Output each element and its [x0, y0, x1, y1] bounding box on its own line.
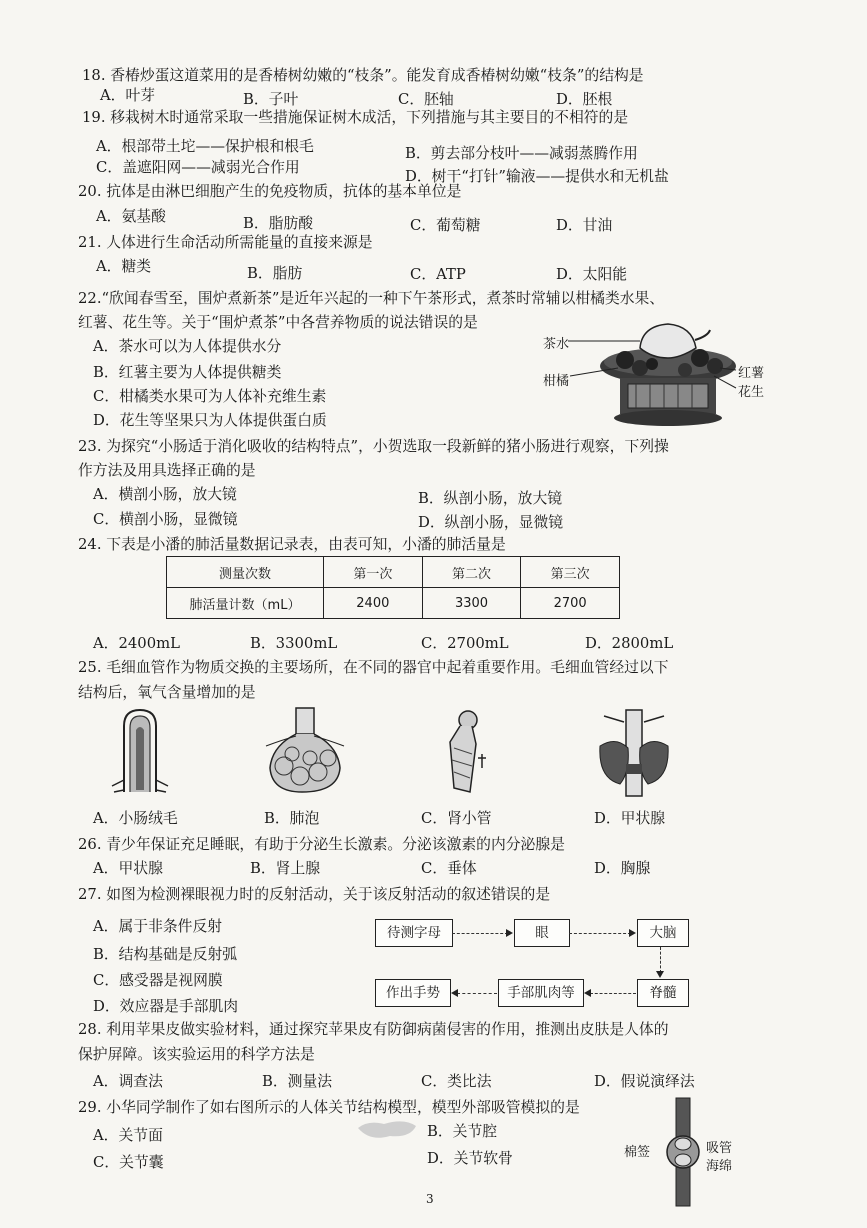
flow-box-gesture: 作出手势: [375, 979, 451, 1007]
q23-option-d: D．纵剖小肠，显微镜: [418, 514, 564, 531]
q24-option-c: C．2700mL: [421, 635, 509, 652]
arrow-right-icon: [506, 929, 513, 937]
peanut-label: 花生: [738, 385, 765, 400]
q28-stem-line2: 保护屏障。该实验运用的科学方法是: [78, 1046, 315, 1063]
q24-option-a: A．2400mL: [93, 635, 180, 652]
flow-box-eye: 眼: [514, 919, 570, 947]
thyroid-figure: [594, 708, 674, 798]
flow-box-brain: 大脑: [637, 919, 689, 947]
q28-option-c: C．类比法: [421, 1073, 492, 1090]
q22-option-c: C．柑橘类水果可为人体补充维生素: [93, 388, 327, 405]
q19-stem: 19. 移栽树木时通常采取一些措施保证树木成活，下列措施与其主要目的不相符的是: [82, 109, 629, 126]
q22-option-d: D．花生等坚果只为人体提供蛋白质: [93, 412, 327, 429]
table-cell: 2700: [521, 588, 620, 619]
sponge-label: 海绵: [706, 1159, 733, 1174]
flow-arrow: [457, 993, 497, 994]
q20-option-b: B．脂肪酸: [243, 215, 314, 232]
q21-option-a: A．糖类: [96, 258, 152, 275]
q18-option-d: D．胚根: [556, 91, 613, 108]
page-number: 3: [426, 1192, 434, 1206]
q25-option-b: B．肺泡: [264, 810, 320, 827]
table-header-cell: 第一次: [324, 557, 423, 588]
flow-box-hand-muscle: 手部肌肉等: [498, 979, 584, 1007]
arrow-left-icon: [584, 989, 591, 997]
straw-label: 吸管: [706, 1141, 733, 1156]
q18-option-a: A．叶芽: [100, 87, 156, 104]
q21-stem: 21. 人体进行生命活动所需能量的直接来源是: [78, 234, 373, 251]
q26-option-c: C．垂体: [421, 860, 477, 877]
q19-option-a: A．根部带土坨——保护根和根毛: [96, 138, 314, 155]
q22-option-b: B．红薯主要为人体提供糖类: [93, 364, 282, 381]
q20-stem: 20. 抗体是由淋巴细胞产生的免疫物质，抗体的基本单位是: [78, 183, 462, 200]
q23-stem-line2: 作方法及用具选择正确的是: [78, 462, 256, 479]
q27-option-d: D．效应器是手部肌肉: [93, 998, 239, 1015]
joint-model-figure: [664, 1096, 702, 1208]
arrow-down-icon: [656, 971, 664, 978]
arrow-left-icon: [451, 989, 458, 997]
table-header-cell: 测量次数: [167, 557, 324, 588]
q18-option-b: B．子叶: [243, 91, 299, 108]
renal-tubule-figure: [438, 708, 488, 796]
table-cell: 肺活量计数（mL）: [167, 588, 324, 619]
q24-option-b: B．3300mL: [250, 635, 338, 652]
q28-option-b: B．测量法: [262, 1073, 333, 1090]
intestinal-villus-figure: [110, 706, 170, 794]
alveolus-figure: [262, 706, 348, 796]
q24-option-d: D．2800mL: [585, 635, 674, 652]
cotton-swab-label: 棉签: [624, 1145, 651, 1160]
q24-stem: 24. 下表是小潘的肺活量数据记录表，由表可知，小潘的肺活量是: [78, 536, 506, 553]
table-cell: 3300: [422, 588, 521, 619]
q20-option-a: A．氨基酸: [96, 208, 166, 225]
q25-option-c: C．肾小管: [421, 810, 492, 827]
flow-arrow: [452, 933, 508, 934]
q27-option-c: C．感受器是视网膜: [93, 972, 223, 989]
table-row: [167, 588, 620, 619]
q21-option-d: D．太阳能: [556, 266, 628, 283]
flow-arrow: [660, 947, 661, 973]
q25-stem-line1: 25. 毛细血管作为物质交换的主要场所，在不同的器官中起着重要作用。毛细血管经过以下: [78, 659, 669, 676]
table-cell: 2400: [324, 588, 423, 619]
q18-stem: 18. 香椿炒蛋这道菜用的是香椿树幼嫩的“枝条”。能发育成香椿树幼嫩“枝条”的结构是: [82, 67, 644, 84]
q19-option-c: C．盖遮阳网——减弱光合作用: [96, 159, 300, 176]
q23-option-b: B．纵剖小肠，放大镜: [418, 490, 563, 507]
table-header-cell: 第二次: [422, 557, 521, 588]
q23-option-a: A．横剖小肠，放大镜: [93, 486, 237, 503]
q26-option-b: B．肾上腺: [250, 860, 321, 877]
q22-stem-line1: 22.“欣闻春雪至，围炉煮新茶”是近年兴起的一种下午茶形式，煮茶时常辅以柑橘类水果、: [78, 290, 665, 307]
flow-arrow: [590, 993, 636, 994]
q20-option-c: C．葡萄糖: [410, 217, 481, 234]
q20-option-d: D．甘油: [556, 217, 613, 234]
table-header-row: [167, 557, 620, 588]
q26-option-d: D．胸腺: [594, 860, 651, 877]
q27-stem: 27. 如图为检测裸眼视力时的反射活动，关于该反射活动的叙述错误的是: [78, 886, 551, 903]
q28-option-a: A．调查法: [93, 1073, 163, 1090]
q23-option-c: C．横剖小肠，显微镜: [93, 511, 238, 528]
arrow-right-icon: [629, 929, 636, 937]
q18-option-c: C．胚轴: [398, 91, 454, 108]
q29-option-d: D．关节软骨: [427, 1150, 513, 1167]
orange-label: 柑橘: [543, 374, 570, 389]
q19-option-b: B．剪去部分枝叶——减弱蒸腾作用: [405, 145, 638, 162]
q26-option-a: A．甲状腺: [93, 860, 163, 877]
q28-option-d: D．假说演绎法: [594, 1073, 695, 1090]
q22-option-a: A．茶水可以为人体提供水分: [93, 338, 282, 355]
lung-capacity-table: [166, 556, 620, 619]
q25-stem-line2: 结构后，氧气含量增加的是: [78, 684, 256, 701]
q21-option-b: B．脂肪: [247, 265, 303, 282]
smudge-mark: [354, 1116, 420, 1144]
flow-arrow: [569, 933, 631, 934]
q26-stem: 26. 青少年保证充足睡眠，有助于分泌生长激素。分泌该激素的内分泌腺是: [78, 836, 565, 853]
q21-option-c: C．ATP: [410, 266, 466, 283]
q23-stem-line1: 23. 为探究“小肠适于消化吸收的结构特点”，小贺选取一段新鲜的猪小肠进行观察，下列操: [78, 438, 669, 455]
q28-stem-line1: 28. 利用苹果皮做实验材料，通过探究苹果皮有防御病菌侵害的作用，推测出皮肤是人体的: [78, 1021, 669, 1038]
flow-box-letters: 待测字母: [375, 919, 453, 947]
q29-option-a: A．关节面: [93, 1127, 163, 1144]
sweet-potato-label: 红薯: [738, 366, 765, 381]
q29-option-c: C．关节囊: [93, 1154, 164, 1171]
q29-option-b: B．关节腔: [427, 1123, 498, 1140]
flow-box-spine: 脊髓: [637, 979, 689, 1007]
q29-stem: 29. 小华同学制作了如右图所示的人体关节结构模型，模型外部吸管模拟的是: [78, 1099, 580, 1116]
tea-water-label: 茶水: [543, 337, 570, 352]
q19-option-d: D．树干“打针”输液——提供水和无机盐: [405, 168, 669, 185]
q22-stem-line2: 红薯、花生等。关于“围炉煮茶”中各营养物质的说法错误的是: [78, 314, 478, 331]
table-header-cell: 第三次: [521, 557, 620, 588]
q27-option-b: B．结构基础是反射弧: [93, 946, 238, 963]
q27-option-a: A．属于非条件反射: [93, 918, 223, 935]
q25-option-a: A．小肠绒毛: [93, 810, 178, 827]
q25-option-d: D．甲状腺: [594, 810, 666, 827]
